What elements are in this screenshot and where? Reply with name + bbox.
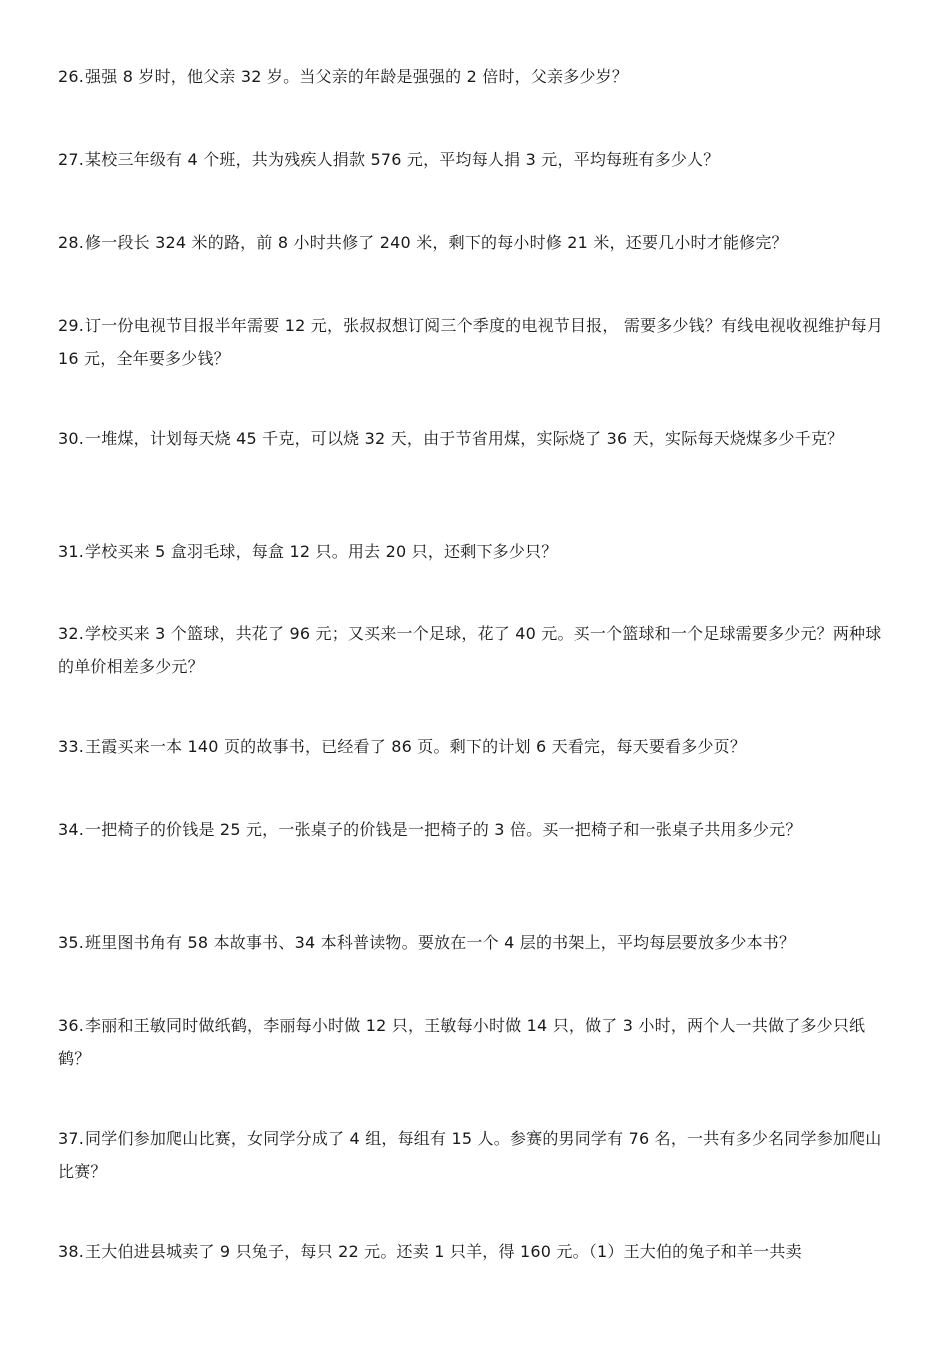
problem-number: 35.: [58, 933, 85, 952]
problem-text: 学校买来 5 盒羽毛球，每盒 12 只。用去 20 只，还剩下多少只？: [85, 542, 558, 561]
problem-32: [58, 617, 888, 683]
problem-text: 王霞买来一本 140 页的故事书，已经看了 86 页。剩下的计划 6 天看完，每天要看多少页？: [85, 737, 747, 756]
problem-33: [58, 730, 888, 763]
problem-number: 30.: [58, 429, 85, 448]
problem-text: 李丽和王敏同时做纸鹤，李丽每小时做 12 只，王敏每小时做 14 只，做了 3 小时，两个人一共做了多少只纸鹤？: [58, 1016, 866, 1068]
problem-text: 订一份电视节目报半年需要 12 元，张叔叔想订阅三个季度的电视节目报， 需要多少钱？有线电视收视维护每月 16 元，全年要多少钱？: [58, 316, 884, 368]
problem-number: 32.: [58, 624, 85, 643]
problem-number: 26.: [58, 67, 85, 86]
problem-text: 修一段长 324 米的路，前 8 小时共修了 240 米，剩下的每小时修 21 米，还要几小时才能修完？: [85, 233, 788, 252]
problem-text: 强强 8 岁时，他父亲 32 岁。当父亲的年龄是强强的 2 倍时，父亲多少岁？: [85, 67, 629, 86]
problem-38: [58, 1235, 888, 1268]
problem-text: 一把椅子的价钱是 25 元，一张桌子的价钱是一把椅子的 3 倍。买一把椅子和一张桌子共用多少元？: [85, 820, 802, 839]
problem-29: [58, 309, 888, 375]
problem-text: 某校三年级有 4 个班，共为残疾人捐款 576 元，平均每人捐 3 元，平均每班有多少人？: [85, 150, 720, 169]
problem-number: 33.: [58, 737, 85, 756]
problem-number: 27.: [58, 150, 85, 169]
problem-36: [58, 1009, 888, 1075]
problem-35: [58, 926, 888, 959]
problem-text: 同学们参加爬山比赛，女同学分成了 4 组，每组有 15 人。参赛的男同学有 76 名，一共有多少名同学参加爬山比赛？: [58, 1129, 882, 1181]
problem-number: 29.: [58, 316, 85, 335]
problem-number: 38.: [58, 1242, 85, 1261]
problem-number: 31.: [58, 542, 85, 561]
problem-28: [58, 226, 888, 259]
problem-34: [58, 813, 888, 846]
problem-text: 班里图书角有 58 本故事书、34 本科普读物。要放在一个 4 层的书架上，平均每层要放多少本书？: [85, 933, 796, 952]
problem-number: 34.: [58, 820, 85, 839]
problem-26: [58, 60, 888, 93]
problem-31: [58, 535, 888, 568]
problem-text: 王大伯进县城卖了 9 只兔子，每只 22 元。还卖 1 只羊，得 160 元。（1）王大伯的兔子和羊一共卖: [85, 1242, 802, 1261]
problem-37: [58, 1122, 888, 1188]
problem-30: [58, 422, 888, 455]
problem-number: 36.: [58, 1016, 85, 1035]
problem-number: 37.: [58, 1129, 85, 1148]
problem-27: [58, 143, 888, 176]
problem-text: 学校买来 3 个篮球，共花了 96 元；又买来一个足球，花了 40 元。买一个篮球和一个足球需要多少元？两种球的单价相差多少元？: [58, 624, 882, 676]
problem-text: 一堆煤，计划每天烧 45 千克，可以烧 32 天，由于节省用煤，实际烧了 36 天，实际每天烧煤多少千克？: [85, 429, 844, 448]
problem-number: 28.: [58, 233, 85, 252]
